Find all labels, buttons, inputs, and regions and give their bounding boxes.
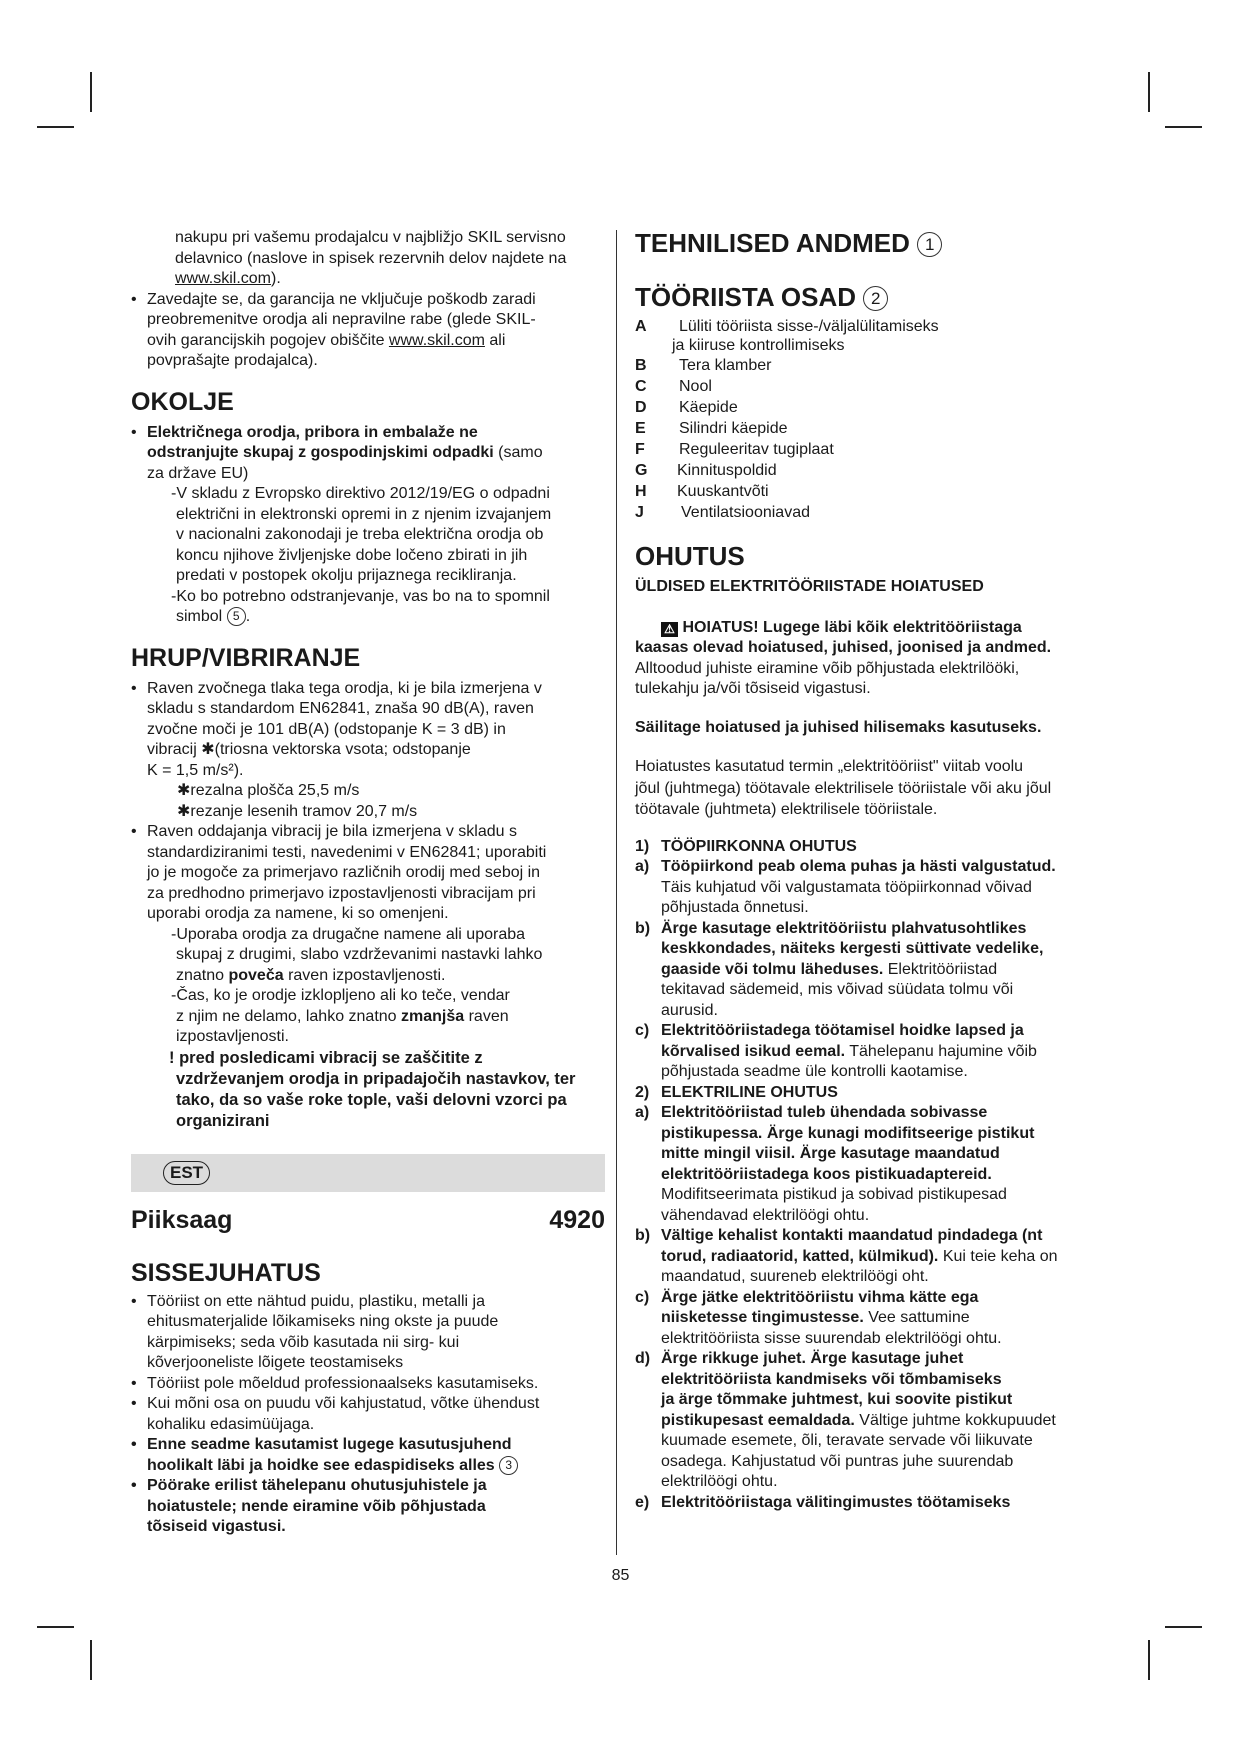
part-item: C Nool [635, 378, 712, 395]
section-title-tech: TEHNILISED ANDMED 1 [635, 228, 1105, 258]
section-title-hrup: HRUP/VIBRIRANJE [131, 643, 361, 672]
rule-2e: e) Elektritööriistaga välitingimustes töötamiseks [635, 1493, 1011, 1511]
crop-mark [37, 1626, 74, 1628]
safety-warning-block: ⚠ HOIATUS! Lugege läbi kõik elektritööriistaga kaasas olevad hoiatused, juhised, joonised ja andmed. Alltoodud juhiste eiramine võib põhjustada elektrilööki, tulekahju ja/või tõsiseid vigastusi. [635, 618, 1052, 697]
section-title-parts: TÖÖRIISTA OSAD 2 [635, 282, 1105, 312]
warning-icon: ⚠ [661, 622, 678, 637]
section-title-ohutus: OHUTUS [635, 541, 745, 571]
part-item: A Lüliti tööriista sisse-/väljalülitamiseks [635, 318, 939, 335]
intro-item-5: • Pöörake erilist tähelepanu ohutusjuhistele ja hoiatustele; nende eiramine võib põhjustada tõsiseid vigastusi. [131, 1476, 605, 1538]
language-badge: EST [163, 1161, 210, 1185]
part-item: D Käepide [635, 399, 738, 416]
right-column [635, 228, 1105, 1513]
vibration-notes: -Uporaba orodja za drugačne namene ali uporaba skupaj z drugimi, slabo vzdrževanimi nastavki lahko znatno poveča raven izpostavljenosti. -Čas, ko je orodje izklopljeno ali ko teče, vendar z njim ne delamo, lahko znatno zmanjša raven izpostavljenosti. [171, 925, 543, 1045]
product-header [131, 1206, 605, 1235]
rule-2a: a) Elektritööriistad tuleb ühendada sobivasse pistikupessa. Ärge kunagi modifitseerige pistikut mitte mingil viisil. Ärge kasutage maandatud elektritööriistadega koos pistikuadaptereid. Modifitseerimata pistikud ja sobivad pistikupesad vähendavad elektrilöögi ohtu. [635, 1104, 1035, 1224]
intro-item-1: • Tööriist on ette nähtud puidu, plastiku, metalli ja ehitusmaterjalide lõikamiseks ning okste ja puude kärpimiseks; seda võib kasutada nii sirg- kui kõverjooneliste lõigete teostamiseks [131, 1292, 605, 1374]
noise-bullet: • Raven zvočnega tlaka tega orodja, ki je bila izmerjena v skladu s standardom EN62841, znaša 90 dB(A), raven zvočne moči je 101 dB(A) (odstopanje K = 3 dB) in vibracij ✱(triosna vektorska vsota; odstopanje K = 1,5 m/s²). [131, 679, 605, 782]
rule-2d: d) Ärge rikkuge juhet. Ärge kasutage juhet elektritööriista kandmiseks või tõmbamiseks ja ärge tõmmake juhtmest, kui soovite pistikut pistikupesast eemaldada. Vältige juhtme kokkupuudet kuumade esemete, õli, teravate servade või liikuvate osadega. Kahjustatud või puntras juhe suurendab elektrilöögi ohtu. [635, 1350, 1056, 1490]
rule-2c: c) Ärge jätke elektritööriistu vihma kätte ega niisketesse tingimustesse. Vee sattumine elektritööriista sisse suurendab elektrilöögi ohtu. [635, 1288, 1002, 1347]
part-item: H Kuuskantvõti [635, 483, 769, 500]
safety-rules: 1) TÖÖPIIRKONNA OHUTUS a) Tööpiirkond peab olema puhas ja hästi valgustatud. Täis kuhjatud või valgustamata tööpiirkonnad võivad põhjustada õnnetusi. b) Ärge kasutage elektritööriistu plahvatusohtlikes keskkondades, näiteks kergesti süttivate vedelike, gaaside või tolmu läheduses. Elektritööriistad tekitavad sädemeid, mis võivad süüdata tolmu või aurusid. c) Elektritööriistadega töötamisel hoidke lapsed ja kõrvalised isikud eemal. Tähelepanu hajumine võib põhjustada seadme üle kontrolli kaotamise. 2) ELEKTRILINE OHUTUS a) Elektritööriistad tuleb ühendada sobivasse pistikupessa. Ärge kunagi modifitseerige pistikut mitte mingil viisil. Ärge kasutage maandatud elektritööriistadega koos pistikuadaptereid. Modifitseerimata pistikud ja sobivad pistikupesad vähendavad elektrilöögi ohtu. b) Vältige kehalist kontakti maandatud pindadega (nt torud, radiaatorid, katted, külmikud). Kui teie keha on maandatud, suureneb elektrilöögi oht. c) Ärge jätke elektritööriistu vihma kätte ega niisketesse tingimustesse. Vee sattumine elektritööriista sisse suurendab elektrilöögi ohtu. d) Ärge rikkuge juhet. Ärge kasutage juhet elektritööriista kandmiseks või tõmbamiseks ja ärge tõmmake juhtmest, kui soovite pistikut pistikupesast eemaldada. Vältige juhtme kokkupuudet kuumade esemete, õli, teravate servade või liikuvate osadega. Kahjustatud või puntras juhe suurendab elektrilöögi ohtu. e) Elektritööriistaga välitingimustes töötamiseks [635, 837, 1105, 1514]
product-code: 4920 [549, 1205, 605, 1234]
vibration-values: ✱rezalna plošča 25,5 m/s ✱rezanje lesenih tramov 20,7 m/s [177, 782, 418, 820]
rule-1b: b) Ärge kasutage elektritööriistu plahvatusohtlikes keskkondades, näiteks kergesti süttivate vedelike, gaaside või tolmu läheduses. Elektritööriistad tekitavad sädemeid, mis võivad süüdata tolmu või aurusid. [635, 919, 1044, 1019]
part-item: G Kinnituspoldid [635, 462, 777, 479]
crop-mark [90, 1640, 92, 1680]
crop-mark [1165, 1626, 1202, 1628]
work-area-safety-heading: TÖÖPIIRKONNA OHUTUS [661, 837, 857, 855]
electrical-safety-heading: ELEKTRILINE OHUTUS [661, 1083, 838, 1101]
product-name: Piiksaag [131, 1205, 233, 1234]
column-divider [616, 230, 617, 1555]
section-title-okolje: OKOLJE [131, 387, 234, 416]
skil-link[interactable]: www.skil.com [175, 270, 272, 287]
warranty-continued: nakupu pri vašemu prodajalcu v najbližjo SKIL servisno delavnico (naslove in spisek rezervnih delov najdete na www.skil.com). [175, 229, 567, 287]
intro-item-3: • Kui mõni osa on puudu või kahjustatud, võtke ühendust kohaliku edasimüüjaga. [131, 1394, 605, 1435]
part-item: F Reguleeritav tugiplaat [635, 441, 834, 458]
page-number: 85 [611, 1567, 630, 1584]
vibration-bullet: • Raven oddajanja vibracij je bila izmerjena v skladu s standardiziranimi testi, navedenimi v EN62841; uporabiti jo je mogoče za primerjavo različnih orodij med seboj in za predhodno primerjavo izpostavljenosti vibracijam pri uporabi orodja za namene, ki so omenjeni. [131, 822, 605, 925]
figure-ref-1: 1 [917, 232, 942, 257]
figure-ref-3: 3 [499, 1456, 518, 1475]
vibration-warning: ! pred posledicami vibracij se zaščitite z vzdrževanjem orodja in pripadajočih nastavkov, ter tako, da so vaše roke tople, vaši delovni vzorci pa organizirani [169, 1048, 576, 1130]
crop-mark [90, 72, 92, 112]
rule-1a: a) Tööpiirkond peab olema puhas ja hästi valgustatud. Täis kuhjatud või valgustamata tööpiirkonnad võivad põhjustada õnnetusi. [635, 858, 1056, 916]
crop-mark [1148, 1640, 1150, 1680]
figure-ref-5: 5 [227, 607, 246, 626]
crop-mark [1165, 126, 1202, 128]
skil-link[interactable]: www.skil.com [388, 331, 485, 349]
term-definition: Hoiatustes kasutatud termin „elektritööriist" viitab voolu jõul (juhtmega) töötavale elektrilisele tööriistale või aku jõul töötavale (juhtmeta) elektrilisele tööriistale. [635, 758, 1052, 818]
crop-mark [1148, 72, 1150, 112]
language-bar [131, 1154, 605, 1192]
crop-mark [37, 126, 74, 128]
general-warnings-title: ÜLDISED ELEKTRITÖÖRIISTADE HOIATUSED [635, 578, 984, 595]
figure-ref-2: 2 [863, 286, 888, 311]
okolje-bullet: • Električnega orodja, pribora in embalaže ne odstranjujte skupaj z gospodinjskimi odpadki (samo za države EU) [131, 423, 605, 485]
part-item: B Tera klamber [635, 357, 772, 374]
section-title-sissejuhatus: SISSEJUHATUS [131, 1258, 321, 1287]
part-item: J Ventilatsiooniavad [635, 504, 810, 521]
part-item: E Silindri käepide [635, 420, 788, 437]
rule-2b: b) Vältige kehalist kontakti maandatud pindadega (nt torud, radiaatorid, katted, külmikud). Kui teie keha on maandatud, suureneb elektrilöögi oht. [635, 1227, 1058, 1285]
intro-item-2: • Tööriist pole mõeldud professionaalseks kasutamiseks. [131, 1374, 605, 1395]
intro-item-4: • Enne seadme kasutamist lugege kasutusjuhend hoolikalt läbi ja hoidke see edaspidiseks alles 3 [131, 1435, 605, 1476]
okolje-directive: -V skladu z Evropsko direktivo 2012/19/EG o odpadni električni in elektronski opremi in z njenim izvajanjem v nacionalni zakonodaji je treba električna orodja ob koncu njihove življenjske dobe ločeno zbirati in jih predati v postopek okolju prijaznega recikliranja. -Ko bo potrebno odstranjevanje, vas bo na to spomnil simbol 5 . [171, 485, 552, 625]
part-item: ja kiiruse kontrollimiseks [672, 337, 845, 354]
left-column [131, 228, 605, 1538]
rule-1c: c) Elektritööriistadega töötamisel hoidke lapsed ja kõrvalised isikud eemal. Tähelepanu hajumine võib põhjustada seadme üle kontrolli kaotamise. [635, 1022, 1037, 1080]
warranty-bullet: • Zavedajte se, da garancija ne vključuje poškodb zaradi preobremenitve orodja ali nepravilne rabe (glede SKIL- ovih garancijskih pogojev obiščite www.skil.com ali povprašajte prodajalca). [131, 290, 605, 372]
keep-instructions: Säilitage hoiatused ja juhised hilisemaks kasutuseks. [635, 718, 1042, 736]
parts-list [635, 316, 1105, 523]
